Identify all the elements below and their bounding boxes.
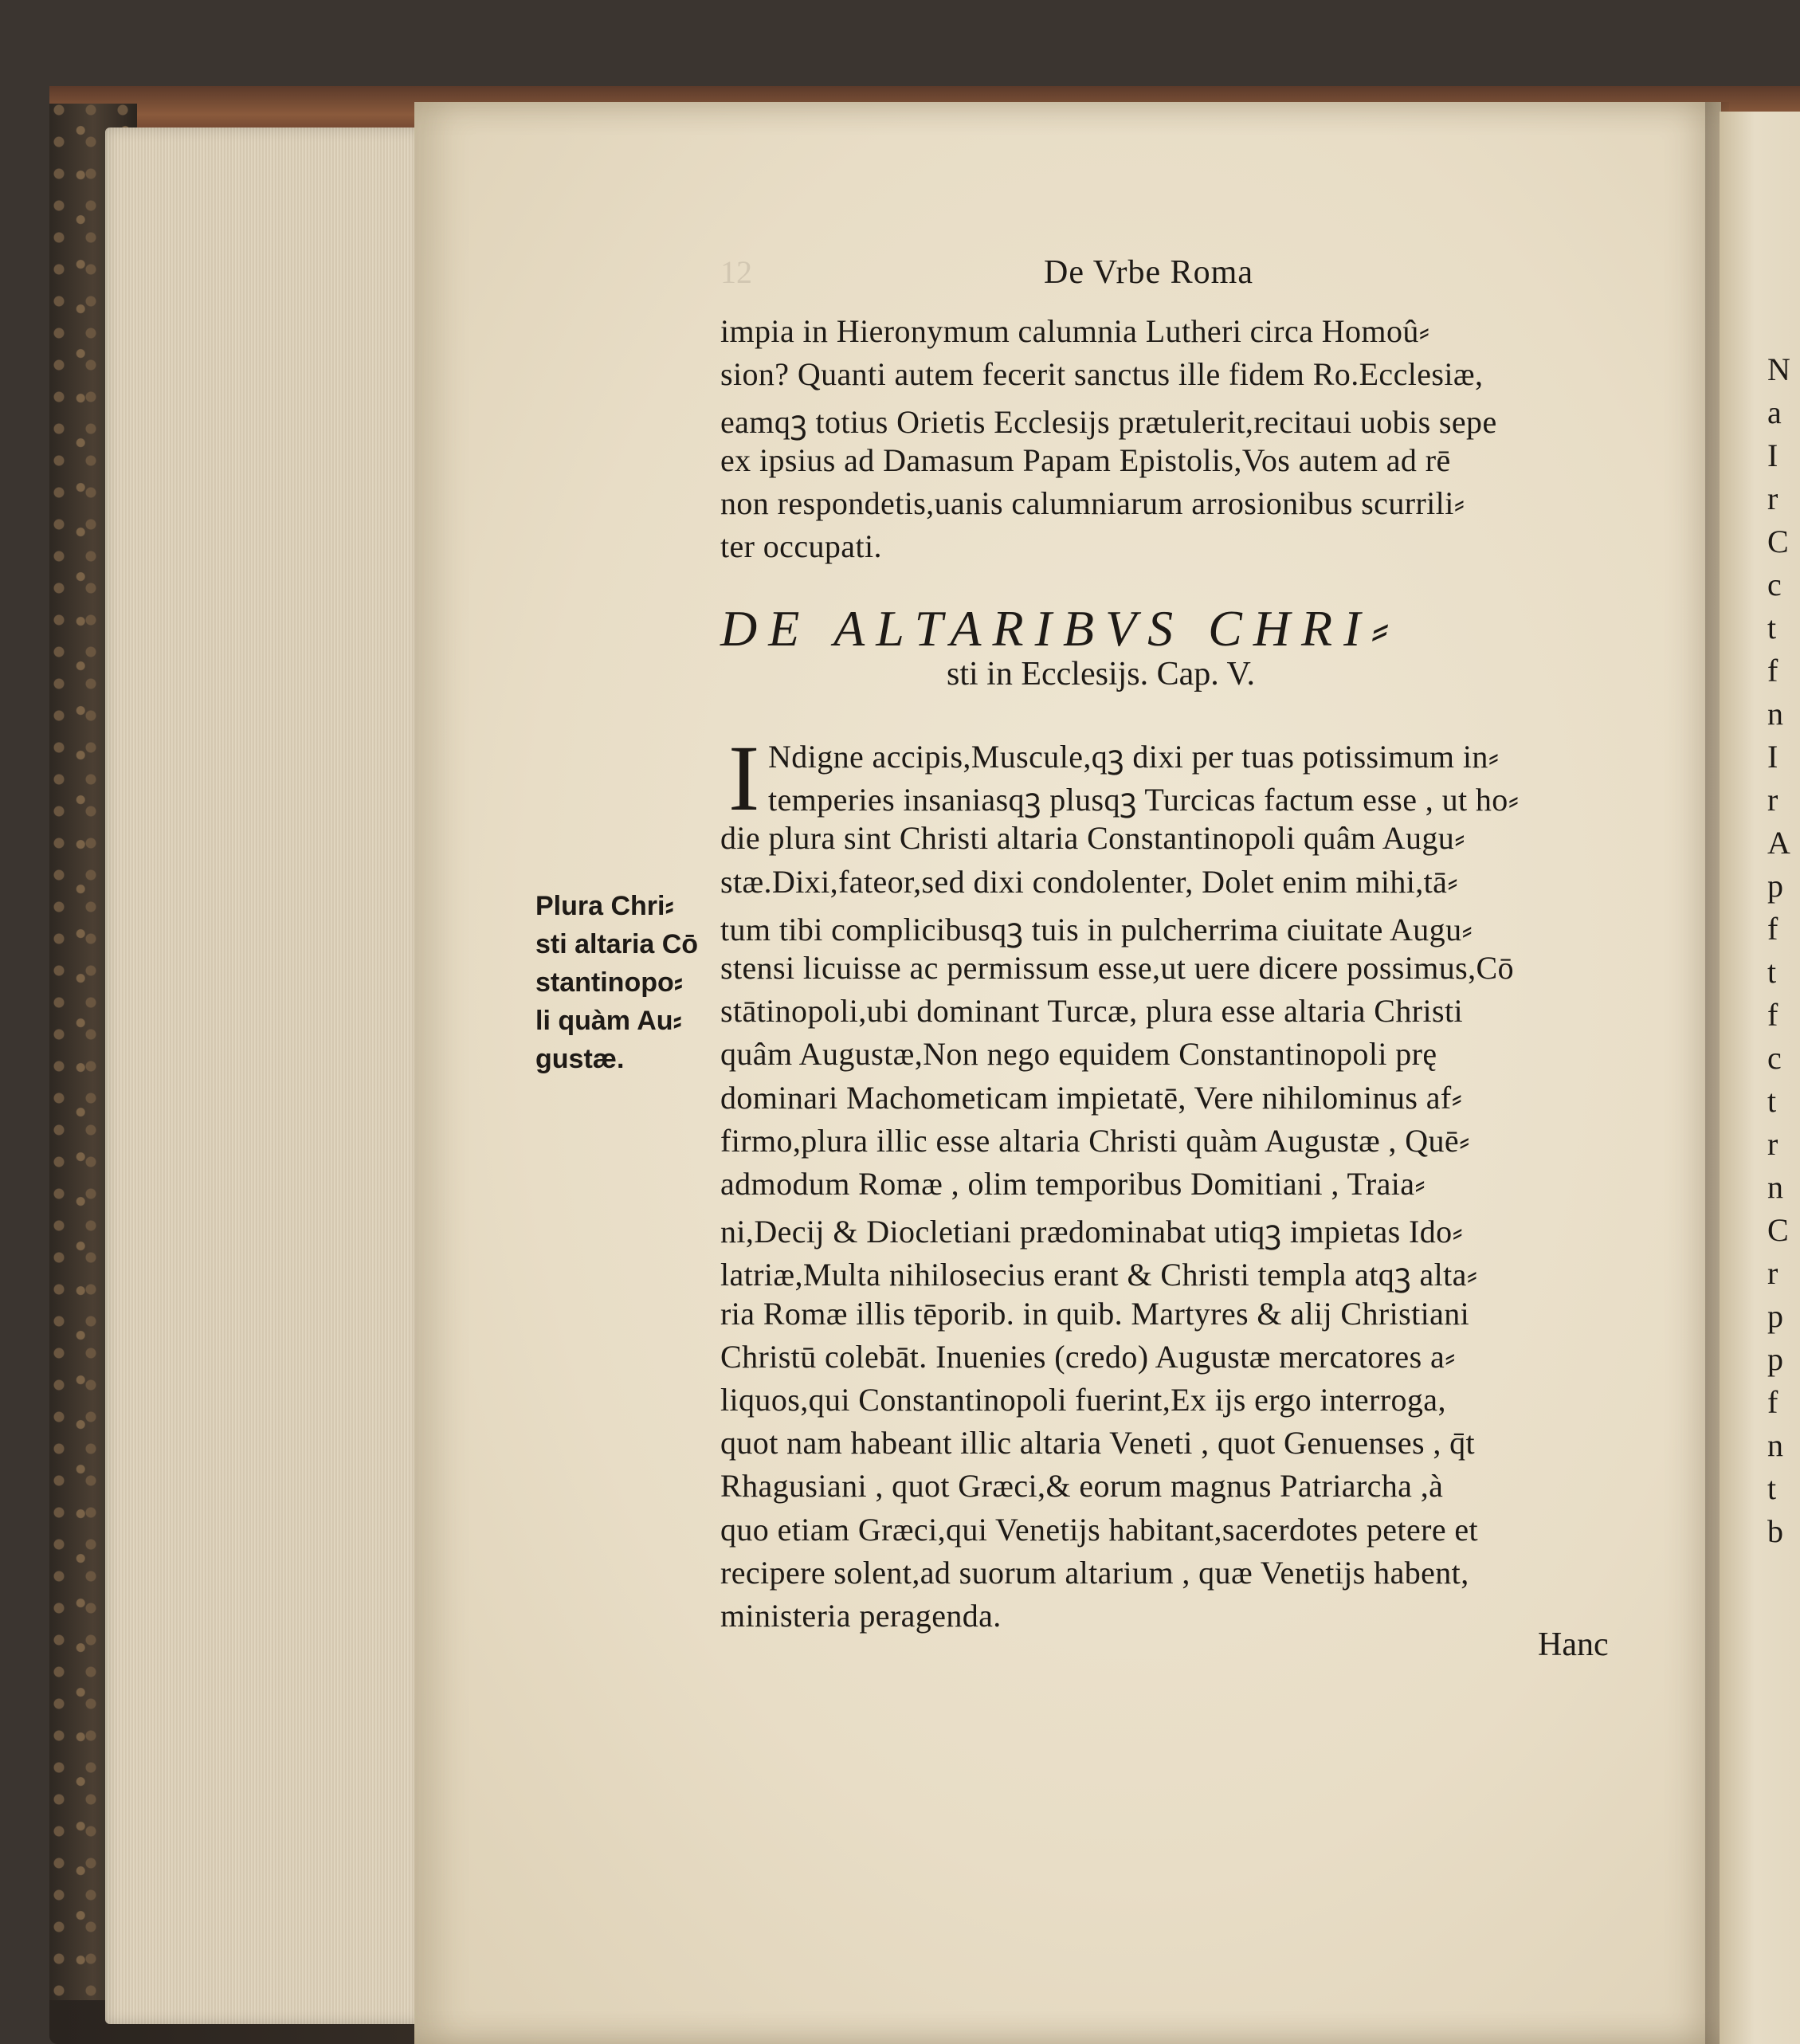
text-line: non respondetis,uanis calumniarum arrosionibus scurrili⸗ [720, 485, 1465, 521]
facing-page-glyph: a [1767, 394, 1782, 430]
facing-page-glyph: c [1767, 1040, 1782, 1076]
text-line: admodum Romæ , olim temporibus Domitiani , Traia⸗ [720, 1166, 1426, 1202]
facing-page-glyph: c [1767, 567, 1782, 602]
margin-note-line: sti altaria Cō [535, 929, 699, 959]
text-line: tum tibi complicibusqꝫ tuis in pulcherrima ciuitate Augu⸗ [720, 911, 1473, 947]
margin-note-line: stantinopo⸗ [535, 967, 684, 998]
facing-page-glyph: C [1767, 1212, 1789, 1248]
facing-page-glyph: p [1767, 868, 1783, 904]
facing-page-glyph: r [1767, 1126, 1778, 1162]
text-line: liquos,qui Constantinopoli fuerint,Ex ijs ergo interroga, [720, 1382, 1446, 1418]
text-line: quo etiam Græci,qui Venetijs habitant,sacerdotes petere et [720, 1511, 1479, 1548]
chapter-heading: DE ALTARIBVS CHRI⸗ [720, 600, 1400, 657]
facing-page-glyph: A [1767, 825, 1790, 861]
text-line: Christū colebāt. Inuenies (credo) Augustæ mercatores a⸗ [720, 1338, 1456, 1375]
margin-note-line: Plura Chri⸗ [535, 891, 674, 921]
facing-page-glyph: I [1767, 437, 1778, 473]
text-line: Rhagusiani , quot Græci,& eorum magnus Patriarcha ,à [720, 1468, 1444, 1505]
text-line: stensi licuisse ac permissum esse,ut uere dicere possimus,Cō [720, 950, 1515, 986]
margin-note-line: gustæ. [535, 1044, 625, 1074]
facing-page-glyph: N [1767, 351, 1790, 387]
text-line: ter occupati. [720, 528, 882, 564]
text-line: Ndigne accipis,Muscule,qꝫ dixi per tuas potissimum in⸗ [768, 739, 1500, 775]
facing-page-glyph: C [1767, 524, 1789, 559]
text-line: firmo,plura illic esse altaria Christi quàm Augustæ , Quē⸗ [720, 1122, 1470, 1159]
facing-page-glyph: p [1767, 1298, 1783, 1334]
text-line: quâm Augustæ,Non nego equidem Constantinopoli prę [720, 1036, 1437, 1073]
text-line: stæ.Dixi,fateor,sed dixi condolenter, Dolet enim mihi,tā⸗ [720, 863, 1459, 900]
bleed-through-page-number: 12 [720, 254, 752, 290]
text-line: latriæ,Multa nihilosecius erant & Christi templa atqꝫ alta⸗ [720, 1257, 1478, 1293]
text-line: stātinopoli,ubi dominant Turcæ, plura esse altaria Christi [720, 993, 1464, 1030]
facing-page-glyph: f [1767, 653, 1778, 689]
catchword: Hanc [1538, 1626, 1609, 1663]
facing-page-glyph: n [1767, 696, 1783, 732]
text-line: sion? Quanti autem fecerit sanctus ille fidem Ro.Ecclesiæ, [720, 356, 1484, 392]
facing-page-glyph: b [1767, 1513, 1783, 1549]
facing-page-glyph: n [1767, 1427, 1783, 1463]
facing-page-glyph: t [1767, 1083, 1777, 1119]
facing-page-glyph: n [1767, 1169, 1783, 1205]
text-line: recipere solent,ad suorum altarium , quæ Venetijs habent, [720, 1554, 1469, 1591]
text-line: eamqꝫ totius Orietis Ecclesijs prætulerit,recitaui uobis sepe [720, 404, 1497, 440]
text-line: impia in Hieronymum calumnia Lutheri circa Homoû⸗ [720, 313, 1430, 349]
facing-page-glyph: t [1767, 610, 1777, 645]
facing-page-glyph: r [1767, 481, 1778, 516]
facing-page-glyph: t [1767, 954, 1777, 990]
chapter-subheading: sti in Ecclesijs. Cap. V. [947, 656, 1255, 692]
margin-note-line: li quàm Au⸗ [535, 1006, 682, 1036]
page-block-edge [105, 128, 424, 2024]
text-line: dominari Machometicam impietatē, Vere nihilominus af⸗ [720, 1079, 1463, 1116]
text-line: ni,Decij & Diocletiani prædominabat utiqꝫ impietas Ido⸗ [720, 1214, 1464, 1250]
text-line: ministeria peragenda. [720, 1598, 1002, 1634]
facing-page-glyph: I [1767, 739, 1778, 775]
facing-page-glyph: f [1767, 1384, 1778, 1420]
running-header: De Vrbe Roma [1044, 254, 1253, 291]
facing-page-glyph: r [1767, 782, 1778, 818]
text-line: ex ipsius ad Damasum Papam Epistolis,Vos autem ad rē [720, 442, 1451, 478]
facing-page-glyph: f [1767, 911, 1778, 947]
text-line: die plura sint Christi altaria Constantinopoli quâm Augu⸗ [720, 820, 1465, 857]
text-line: temperies insaniasqꝫ plusqꝫ Turcicas factum esse , ut ho⸗ [768, 782, 1520, 818]
drop-capital: I [728, 726, 760, 830]
text-line: quot nam habeant illic altaria Veneti , quot Genuenses , q̄t [720, 1425, 1476, 1461]
facing-page [1720, 112, 1800, 2044]
facing-page-glyph: p [1767, 1341, 1783, 1377]
facing-page-glyph: f [1767, 997, 1778, 1033]
facing-page-glyph: t [1767, 1470, 1777, 1506]
facing-page-glyph: r [1767, 1255, 1778, 1291]
text-line: ria Romæ illis tēporib. in quib. Martyres & alij Christiani [720, 1295, 1470, 1332]
